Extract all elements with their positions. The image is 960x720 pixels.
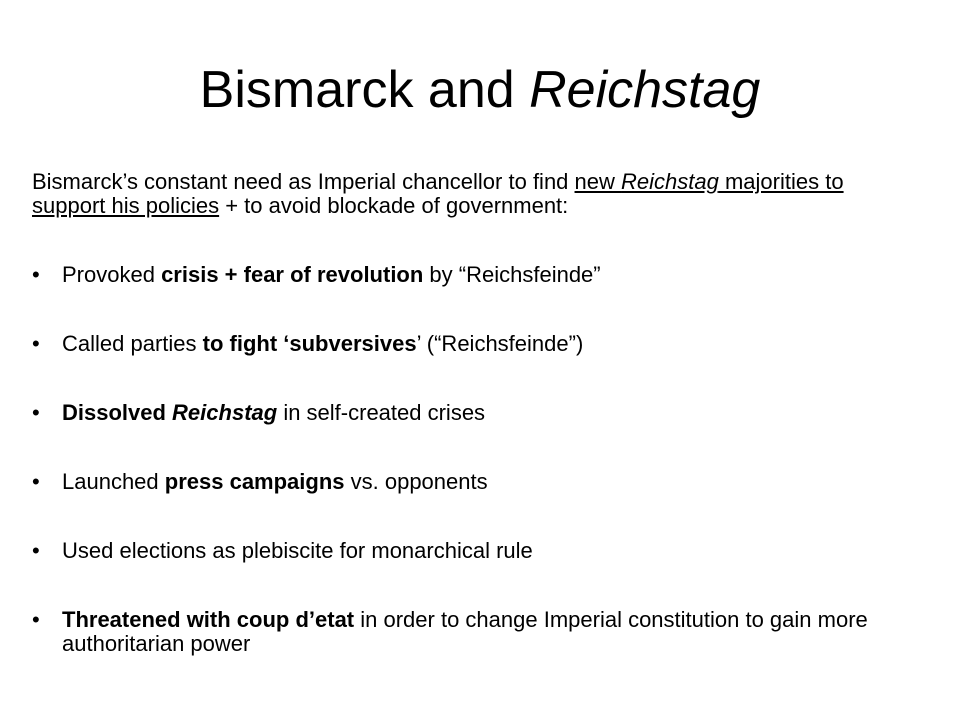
- bullet-text: by “Reichsfeinde”: [423, 262, 601, 287]
- bullet-item: [32, 608, 912, 656]
- bullet-bold-text: to fight ‘subversives: [202, 331, 417, 356]
- bullet-item: [32, 263, 912, 287]
- bullet-item: [32, 539, 912, 563]
- bullet-list: [32, 263, 912, 656]
- bullet-bold-italic-text: Reichstag: [172, 400, 278, 425]
- bullet-item: [32, 332, 912, 356]
- bullet-icon: •: [32, 607, 40, 632]
- bullet-bold-text: Threatened with coup d’etat: [62, 607, 355, 632]
- bullet-icon: •: [32, 538, 40, 563]
- intro-underlined-2: majorities to support his policies: [32, 169, 844, 218]
- bullet-icon: •: [32, 331, 40, 356]
- slide-title: [0, 58, 960, 122]
- intro-underlined-italic: Reichstag: [621, 169, 719, 194]
- bullet-icon: •: [32, 262, 40, 287]
- bullet-text: Provoked: [62, 262, 162, 287]
- slide-body: [32, 170, 912, 701]
- bullet-bold-text: crisis + fear of revolution: [161, 262, 424, 287]
- title-main: Bismarck and: [199, 61, 530, 119]
- bullet-text: in self-created crises: [277, 400, 486, 425]
- title-italic: Reichstag: [529, 61, 761, 119]
- bullet-text: vs. opponents: [344, 469, 488, 494]
- bullet-text: Called parties: [62, 331, 203, 356]
- intro-paragraph: [32, 170, 912, 218]
- intro-text-2: + to avoid blockade of government:: [219, 193, 569, 218]
- bullet-icon: •: [32, 400, 40, 425]
- bullet-bold-text: Dissolved: [62, 400, 173, 425]
- intro-underlined-1: new: [574, 169, 622, 194]
- bullet-text: ’ (“Reichsfeinde”): [416, 331, 584, 356]
- bullet-text: Used elections as plebiscite for monarchical rule: [62, 538, 533, 563]
- bullet-text: Launched: [62, 469, 165, 494]
- bullet-item: [32, 401, 912, 425]
- bullet-bold-text: press campaigns: [164, 469, 345, 494]
- intro-text-1: Bismarck’s constant need as Imperial chancellor to find: [32, 169, 575, 194]
- bullet-text: in order to change Imperial constitution to gain more authoritarian power: [62, 607, 868, 656]
- bullet-icon: •: [32, 469, 40, 494]
- bullet-item: [32, 470, 912, 494]
